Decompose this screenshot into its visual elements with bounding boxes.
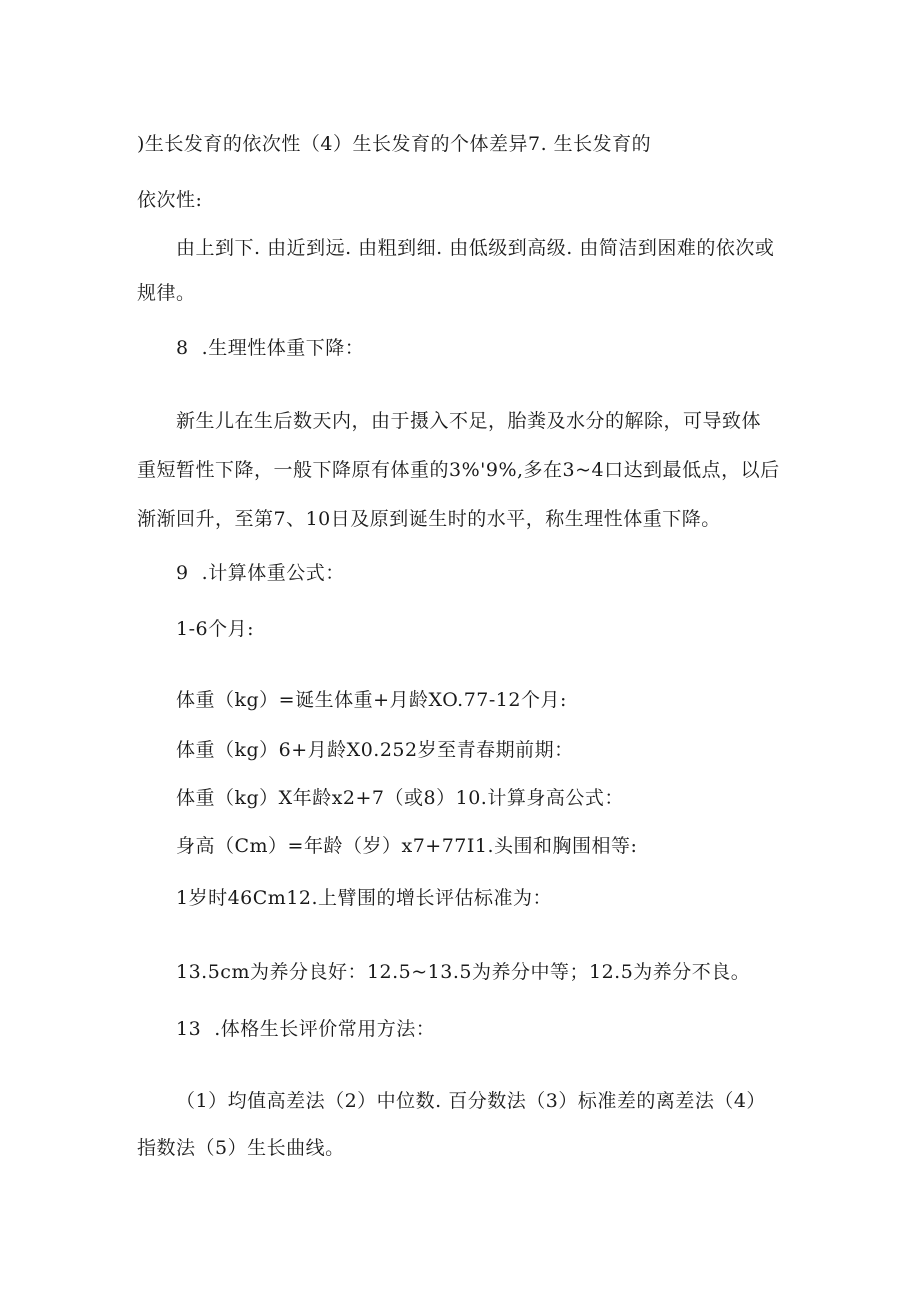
formula-line: 身高（Cm）=年龄（岁）x7+77I1.头围和胸围相等: (176, 835, 638, 857)
text-line: （1）均值高差法（2）中位数. 百分数法（3）标准差的离差法（4） (176, 1090, 766, 1112)
text-line: 13.5cm为养分良好：12.5~13.5为养分中等；12.5为养分不良。 (176, 961, 751, 983)
text-line: 由上到下. 由近到远. 由粗到细. 由低级到高级. 由简洁到困难的依次或 (176, 237, 775, 259)
text-line: 规律。 (137, 282, 196, 304)
text-line: 依次性: (137, 189, 203, 211)
text-line: 指数法（5）生长曲线。 (137, 1137, 345, 1159)
section-heading: 13 .体格生长评价常用方法： (176, 1018, 436, 1040)
text-line: 新生儿在生后数天内，由于摄入不足，胎粪及水分的解除，可导致体 (176, 410, 762, 432)
formula-line: 体重（kg）=诞生体重+月龄XO.77-12个月: (176, 689, 567, 711)
text-line: 1-6个月: (176, 618, 254, 640)
text-line: 渐渐回升，至第7、10日及原到诞生时的水平，称生理性体重下降。 (137, 508, 721, 530)
section-heading: 9 .计算体重公式： (176, 562, 345, 584)
text-line: 重短暂性下降，一般下降原有体重的3%'9%,多在3~4口达到最低点，以后 (137, 459, 780, 481)
section-heading: 8 .生理性体重下降： (176, 337, 365, 359)
formula-line: 体重（kg）X年龄x2+7（或8）10.计算身高公式： (176, 787, 624, 809)
text-line: )生长发育的依次性（4）生长发育的个体差异7. 生长发育的 (137, 133, 652, 155)
formula-line: 体重（kg）6+月龄X0.252岁至青春期前期： (176, 739, 574, 761)
text-line: 1岁时46Cm12.上臂围的增长评估标准为： (176, 887, 553, 909)
